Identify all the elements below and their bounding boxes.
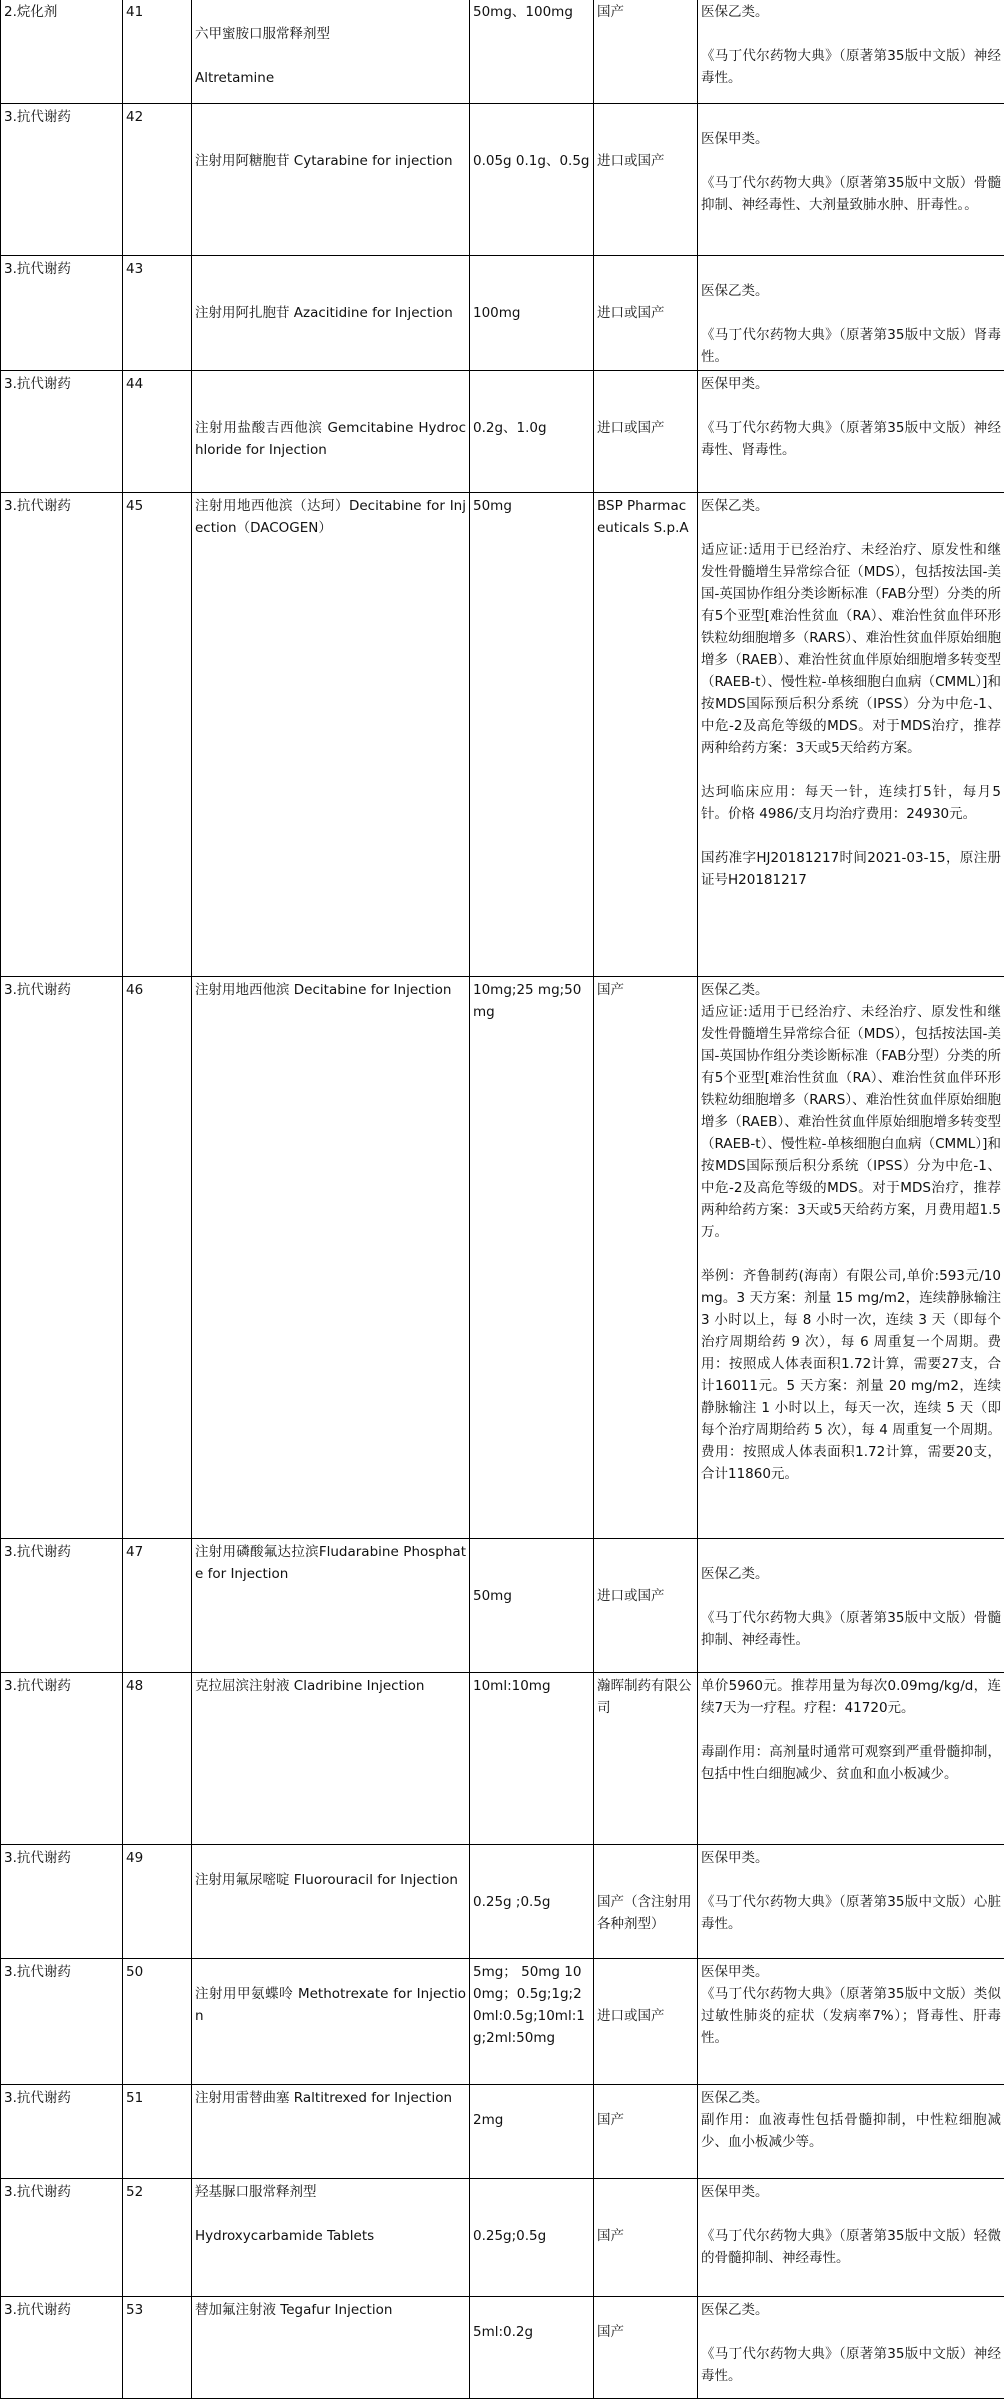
number-cell: 44 — [123, 371, 192, 493]
origin-cell: 进口或国产 — [594, 1539, 698, 1673]
origin-cell: BSP Pharmaceuticals S.p.A — [594, 493, 698, 977]
category-cell: 3.抗代谢药 — [1, 1539, 123, 1673]
drug-name-line: 六甲蜜胺口服常释剂型 — [195, 26, 330, 42]
note-paragraph: 医保甲类。 — [701, 131, 769, 147]
origin-cell: 国产 — [594, 977, 698, 1539]
spec-cell: 0.25g;0.5g — [470, 2179, 594, 2297]
number-cell: 50 — [123, 1959, 192, 2085]
table-row — [1, 493, 1004, 977]
table-row — [1, 0, 1004, 104]
spec-cell: 5ml:0.2g — [470, 2297, 594, 2399]
table-row — [1, 977, 1004, 1539]
spec-cell: 100mg — [470, 256, 594, 371]
notes-cell — [698, 1539, 1004, 1673]
note-paragraph: 达珂临床应用：每天一针，连续打5针，每月5针。价格 4986/支月均治疗费用：24930元。 — [701, 784, 1001, 822]
notes-cell — [698, 0, 1004, 104]
number-cell: 49 — [123, 1845, 192, 1959]
note-paragraph: 国药准字HJ20181217时间2021-03-15，原注册证号H20181217 — [701, 850, 1001, 888]
drug-name-cell: 克拉屈滨注射液 Cladribine Injection — [192, 1673, 470, 1845]
note-paragraph: 医保乙类。 — [701, 498, 769, 514]
note-paragraph: 医保乙类。 — [701, 4, 769, 20]
number-cell: 43 — [123, 256, 192, 371]
origin-cell: 国产 — [594, 2085, 698, 2179]
note-paragraph: 《马丁代尔药物大典》（原著第35版中文版）肾毒性。 — [701, 327, 1001, 365]
spec-cell: 0.25g ;0.5g — [470, 1845, 594, 1959]
note-paragraph: 《马丁代尔药物大典》（原著第35版中文版）神经毒性。 — [701, 48, 1001, 86]
notes-cell — [698, 977, 1004, 1539]
origin-cell: 国产 — [594, 0, 698, 104]
notes-cell — [698, 371, 1004, 493]
drug-name-cell: 注射用地西他滨 Decitabine for Injection — [192, 977, 470, 1539]
note-paragraph: 《马丁代尔药物大典》（原著第35版中文版）心脏毒性。 — [701, 1894, 1001, 1932]
note-paragraph: 医保甲类。 — [701, 376, 769, 392]
drug-name-cell — [192, 2179, 470, 2297]
origin-cell: 进口或国产 — [594, 256, 698, 371]
note-paragraph: 医保乙类。 — [701, 2090, 769, 2106]
table-row — [1, 256, 1004, 371]
note-paragraph: 《马丁代尔药物大典》（原著第35版中文版）轻微的骨髓抑制、神经毒性。 — [701, 2228, 1001, 2266]
table-row — [1, 1539, 1004, 1673]
drug-name-line: 羟基脲口服常释剂型 — [195, 2184, 317, 2200]
drug-name-cell: 注射用阿扎胞苷 Azacitidine for Injection — [192, 256, 470, 371]
notes-cell — [698, 104, 1004, 256]
number-cell: 53 — [123, 2297, 192, 2399]
notes-cell — [698, 2085, 1004, 2179]
origin-cell: 瀚晖制药有限公司 — [594, 1673, 698, 1845]
number-cell: 42 — [123, 104, 192, 256]
drug-name-cell: 注射用磷酸氟达拉滨Fludarabine Phosphate for Injection — [192, 1539, 470, 1673]
notes-cell — [698, 2179, 1004, 2297]
notes-cell — [698, 2297, 1004, 2399]
category-cell: 3.抗代谢药 — [1, 1673, 123, 1845]
note-paragraph: 《马丁代尔药物大典》（原著第35版中文版）神经毒性、肾毒性。 — [701, 420, 1001, 458]
note-paragraph: 医保乙类。 — [701, 1566, 769, 1582]
spec-cell: 0.05g 0.1g、0.5g — [470, 104, 594, 256]
note-paragraph: 《马丁代尔药物大典》（原著第35版中文版）类似过敏性肺炎的症状（发病率7%）；肾毒性、肝毒性。 — [701, 1986, 1001, 2046]
spec-cell: 50mg — [470, 493, 594, 977]
origin-cell: 进口或国产 — [594, 104, 698, 256]
category-cell: 2.烷化剂 — [1, 0, 123, 104]
table-row — [1, 2085, 1004, 2179]
drug-name-cell: 注射用氟尿嘧啶 Fluorouracil for Injection — [192, 1845, 470, 1959]
drug-name-line: Altretamine — [195, 70, 275, 86]
category-cell: 3.抗代谢药 — [1, 977, 123, 1539]
category-cell: 3.抗代谢药 — [1, 371, 123, 493]
number-cell: 52 — [123, 2179, 192, 2297]
origin-cell: 进口或国产 — [594, 371, 698, 493]
number-cell: 47 — [123, 1539, 192, 1673]
notes-cell — [698, 493, 1004, 977]
category-cell: 3.抗代谢药 — [1, 2297, 123, 2399]
spec-cell: 50mg、100mg — [470, 0, 594, 104]
note-paragraph: 《马丁代尔药物大典》（原著第35版中文版）骨髓抑制、神经毒性、大剂量致肺水肿、肝毒性。。 — [701, 175, 1001, 213]
note-paragraph: 医保乙类。 — [701, 982, 769, 998]
category-cell: 3.抗代谢药 — [1, 1845, 123, 1959]
table-row — [1, 2179, 1004, 2297]
category-cell: 3.抗代谢药 — [1, 256, 123, 371]
note-paragraph: 毒副作用：高剂量时通常可观察到严重骨髓抑制，包括中性白细胞减少、贫血和血小板减少。 — [701, 1744, 1001, 1782]
category-cell: 3.抗代谢药 — [1, 104, 123, 256]
spec-cell: 10ml:10mg — [470, 1673, 594, 1845]
drug-name-cell: 注射用阿糖胞苷 Cytarabine for injection — [192, 104, 470, 256]
note-paragraph: 举例：齐鲁制药(海南）有限公司,单价:593元/10mg。3 天方案：剂量 15 mg/m2，连续静脉输注 3 小时以上，每 8 小时一次，连续 3 天（即每个治疗周期给药 9 次），每 6 周重复一个周期。费用：按照成人体表面积1.72计算，需要27支，合计16011元。5 天方案：剂量 20 mg/m2，连续静脉输注 1 小时以上，每天一次，连续 5 天（即每个治疗周期给药 5 次），每 4 周重复一个周期。费用：按照成人体表面积1.72计算，需要20支，合计11860元。 — [701, 1268, 1001, 1482]
table-row — [1, 371, 1004, 493]
drug-name-cell: 注射用地西他滨（达珂）Decitabine for Injection（DACOGEN） — [192, 493, 470, 977]
drug-name-cell: 替加氟注射液 Tegafur Injection — [192, 2297, 470, 2399]
notes-cell — [698, 1673, 1004, 1845]
origin-cell: 国产（含注射用各种剂型） — [594, 1845, 698, 1959]
category-cell: 3.抗代谢药 — [1, 2085, 123, 2179]
table-row — [1, 1845, 1004, 1959]
spec-cell: 10mg;25 mg;50 mg — [470, 977, 594, 1539]
spec-cell: 5mg； 50mg 100mg；0.5g;1g;20ml:0.5g;10ml:1g;2ml:50mg — [470, 1959, 594, 2085]
origin-cell: 国产 — [594, 2179, 698, 2297]
note-paragraph: 《马丁代尔药物大典》（原著第35版中文版）神经毒性。 — [701, 2346, 1001, 2384]
origin-cell: 国产 — [594, 2297, 698, 2399]
notes-cell — [698, 1845, 1004, 1959]
note-paragraph: 适应证:适用于已经治疗、未经治疗、原发性和继发性骨髓增生异常综合征（MDS），包括按法国-美国-英国协作组分类诊断标准（FAB分型）分类的所有5个亚型[难治性贫血（RA）、难治性贫血伴环形铁粒幼细胞增多（RARS）、难治性贫血伴原始细胞增多（RAEB）、难治性贫血伴原始细胞增多转变型（RAEB-t）、慢性粒-单核细胞白血病（CMML）]和按MDS国际预后积分系统（IPSS）分为中危-1、中危-2及高危等级的MDS。对于MDS治疗，推荐两种给药方案：3天或5天给药方案。 — [701, 542, 1001, 756]
note-paragraph: 医保甲类。 — [701, 1850, 769, 1866]
drug-name-cell: 注射用甲氨蝶呤 Methotrexate for Injection — [192, 1959, 470, 2085]
note-paragraph: 医保乙类。 — [701, 2302, 769, 2318]
number-cell: 46 — [123, 977, 192, 1539]
number-cell: 41 — [123, 0, 192, 104]
category-cell: 3.抗代谢药 — [1, 493, 123, 977]
note-paragraph: 《马丁代尔药物大典》（原著第35版中文版）骨髓抑制、神经毒性。 — [701, 1610, 1001, 1648]
drug-name-cell: 注射用雷替曲塞 Raltitrexed for Injection — [192, 2085, 470, 2179]
note-paragraph: 副作用：血液毒性包括骨髓抑制，中性粒细胞减少、血小板减少等。 — [701, 2112, 1001, 2150]
number-cell: 48 — [123, 1673, 192, 1845]
number-cell: 51 — [123, 2085, 192, 2179]
note-paragraph: 医保甲类。 — [701, 1964, 769, 1980]
number-cell: 45 — [123, 493, 192, 977]
category-cell: 3.抗代谢药 — [1, 2179, 123, 2297]
notes-cell — [698, 256, 1004, 371]
table-row — [1, 2297, 1004, 2399]
table-row — [1, 1959, 1004, 2085]
note-paragraph: 单价5960元。推荐用量为每次0.09mg/kg/d，连续7天为一疗程。疗程：41720元。 — [701, 1678, 1001, 1716]
drug-name-line: Hydroxycarbamide Tablets — [195, 2228, 375, 2244]
note-paragraph: 医保甲类。 — [701, 2184, 769, 2200]
category-cell: 3.抗代谢药 — [1, 1959, 123, 2085]
spec-cell: 50mg — [470, 1539, 594, 1673]
drug-name-cell: 注射用盐酸吉西他滨 Gemcitabine Hydrochloride for Injection — [192, 371, 470, 493]
drug-name-cell — [192, 0, 470, 104]
origin-cell: 进口或国产 — [594, 1959, 698, 2085]
note-paragraph: 适应证:适用于已经治疗、未经治疗、原发性和继发性骨髓增生异常综合征（MDS），包括按法国-美国-英国协作组分类诊断标准（FAB分型）分类的所有5个亚型[难治性贫血（RA）、难治性贫血伴环形铁粒幼细胞增多（RARS）、难治性贫血伴原始细胞增多（RAEB）、难治性贫血伴原始细胞增多转变型（RAEB-t）、慢性粒-单核细胞白血病（CMML）]和按MDS国际预后积分系统（IPSS）分为中危-1、中危-2及高危等级的MDS。对于MDS治疗，推荐两种给药方案：3天或5天给药方案，月费用超1.5万。 — [701, 1004, 1001, 1240]
table-row — [1, 104, 1004, 256]
note-paragraph: 医保乙类。 — [701, 283, 769, 299]
table-row — [1, 1673, 1004, 1845]
spec-cell: 0.2g、1.0g — [470, 371, 594, 493]
notes-cell — [698, 1959, 1004, 2085]
spec-cell: 2mg — [470, 2085, 594, 2179]
